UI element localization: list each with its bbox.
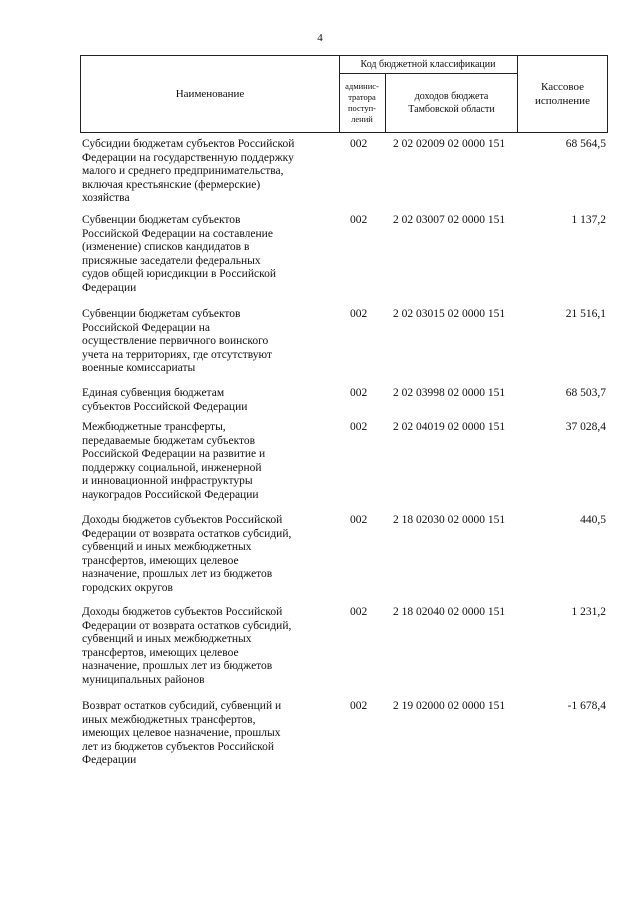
- row-name-line: военные комиссариаты: [82, 362, 196, 375]
- row-name-line: Федерации: [82, 754, 137, 767]
- row-name-line: субвенций и иных межбюджетных: [82, 633, 252, 646]
- row-execution-value: 68 503,7: [565, 387, 606, 399]
- row-name-line: трансфертов, имеющих целевое: [82, 646, 239, 659]
- row-name-line: передаваемые бюджетам субъектов: [82, 434, 256, 447]
- row-name-line: наукоградов Российской Федерации: [82, 488, 259, 501]
- row-name-line: назначение, прошлых лет из бюджетов: [82, 660, 273, 673]
- row-name: [82, 421, 334, 503]
- row-name-line: малого и среднего предпринимательства,: [82, 165, 284, 178]
- row-name-line: иных межбюджетных трансфертов,: [82, 713, 256, 726]
- row-admin-code: 002: [350, 700, 368, 712]
- row-name: [82, 514, 334, 596]
- row-admin-code: 002: [350, 514, 368, 526]
- admin-header-line: админис-: [345, 81, 379, 91]
- row-admin-code: 002: [350, 606, 368, 618]
- page-number: 4: [317, 32, 323, 44]
- row-income-code: 2 02 02009 02 0000 151: [393, 138, 506, 150]
- row-name-line: субвенций и иных межбюджетных: [82, 541, 252, 554]
- row-income-code: 2 19 02000 02 0000 151: [393, 700, 506, 712]
- row-income-code: 2 18 02030 02 0000 151: [393, 514, 506, 526]
- row-name-line: хозяйства: [82, 192, 130, 205]
- row-name-line: Российской Федерации на составление: [82, 227, 273, 240]
- row-name-line: Субсидии бюджетам субъектов Российской: [82, 138, 295, 150]
- row-name-line: Субвенции бюджетам субъектов: [82, 308, 241, 320]
- row-name-line: Межбюджетные трансферты,: [82, 421, 226, 433]
- name-column-header: Наименование: [81, 56, 340, 132]
- row-income-code: 2 02 03015 02 0000 151: [393, 308, 506, 320]
- row-name-line: трансфертов, имеющих целевое: [82, 554, 239, 567]
- row-income-code: 2 02 03007 02 0000 151: [393, 214, 506, 226]
- row-name-line: имеющих целевое назначение, прошлых: [82, 727, 281, 740]
- row-admin-code: 002: [350, 421, 368, 433]
- row-name-line: Единая субвенция бюджетам: [82, 387, 225, 399]
- row-name: [82, 214, 334, 296]
- row-name-line: муниципальных районов: [82, 673, 205, 686]
- row-admin-code: 002: [350, 138, 368, 150]
- row-name-line: Российской Федерации на развитие и: [82, 448, 266, 461]
- row-name-line: присяжные заседатели федеральных: [82, 254, 261, 267]
- row-name-line: (изменение) списков кандидатов в: [82, 241, 250, 254]
- row-name-line: осуществление первичного воинского: [82, 335, 269, 348]
- row-name-line: Возврат остатков субсидий, субвенций и: [82, 700, 282, 712]
- income-header-line: доходов бюджета: [414, 91, 489, 102]
- code-group-title: Код бюджетной классификации: [339, 56, 517, 74]
- row-name-line: городских округов: [82, 581, 173, 594]
- row-name: [82, 606, 334, 688]
- admin-header-line: лений: [351, 114, 373, 124]
- row-name-line: учета на территориях, где отсутствуют: [82, 348, 273, 361]
- admin-header-line: тратора: [348, 92, 376, 102]
- row-income-code: 2 02 03998 02 0000 151: [393, 387, 506, 399]
- row-name-line: включая крестьянские (фермерские): [82, 178, 261, 191]
- row-name-line: субъектов Российской Федерации: [82, 400, 248, 413]
- row-income-code: 2 02 04019 02 0000 151: [393, 421, 506, 433]
- row-name-line: Российской Федерации на: [82, 321, 210, 334]
- row-admin-code: 002: [350, 308, 368, 320]
- row-income-code: 2 18 02040 02 0000 151: [393, 606, 506, 618]
- row-name: [82, 138, 334, 206]
- row-name-line: Субвенции бюджетам субъектов: [82, 214, 241, 226]
- row-name-line: Федерации на государственную поддержку: [82, 151, 294, 164]
- income-header-line: Тамбовской области: [408, 104, 495, 115]
- row-name-line: Федерации: [82, 281, 137, 294]
- row-name: [82, 308, 334, 376]
- row-execution-value: 1 231,2: [571, 606, 606, 618]
- row-name-line: Доходы бюджетов субъектов Российской: [82, 514, 283, 526]
- row-execution-value: -1 678,4: [567, 700, 606, 712]
- row-name: [82, 387, 334, 414]
- exec-header-line: исполнение: [535, 95, 590, 107]
- row-execution-value: 440,5: [580, 514, 606, 526]
- row-name-line: судов общей юрисдикции в Российской: [82, 268, 276, 281]
- row-execution-value: 1 137,2: [571, 214, 606, 226]
- row-name-line: поддержку социальной, инженерной: [82, 461, 262, 474]
- row-name-line: Федерации от возврата остатков субсидий,: [82, 619, 292, 632]
- row-name-line: назначение, прошлых лет из бюджетов: [82, 568, 273, 581]
- row-name-line: и инновационной инфраструктуры: [82, 475, 253, 488]
- row-execution-value: 37 028,4: [565, 421, 606, 433]
- row-name-line: лет из бюджетов субъектов Российской: [82, 740, 275, 753]
- row-execution-value: 68 564,5: [565, 138, 606, 150]
- row-execution-value: 21 516,1: [565, 308, 606, 320]
- row-name: [82, 700, 334, 768]
- row-admin-code: 002: [350, 214, 368, 226]
- row-name-line: Федерации от возврата остатков субсидий,: [82, 527, 292, 540]
- admin-header-line: поступ-: [347, 103, 376, 113]
- row-name-line: Доходы бюджетов субъектов Российской: [82, 606, 283, 618]
- row-admin-code: 002: [350, 387, 368, 399]
- exec-header-line: Кассовое: [541, 81, 584, 93]
